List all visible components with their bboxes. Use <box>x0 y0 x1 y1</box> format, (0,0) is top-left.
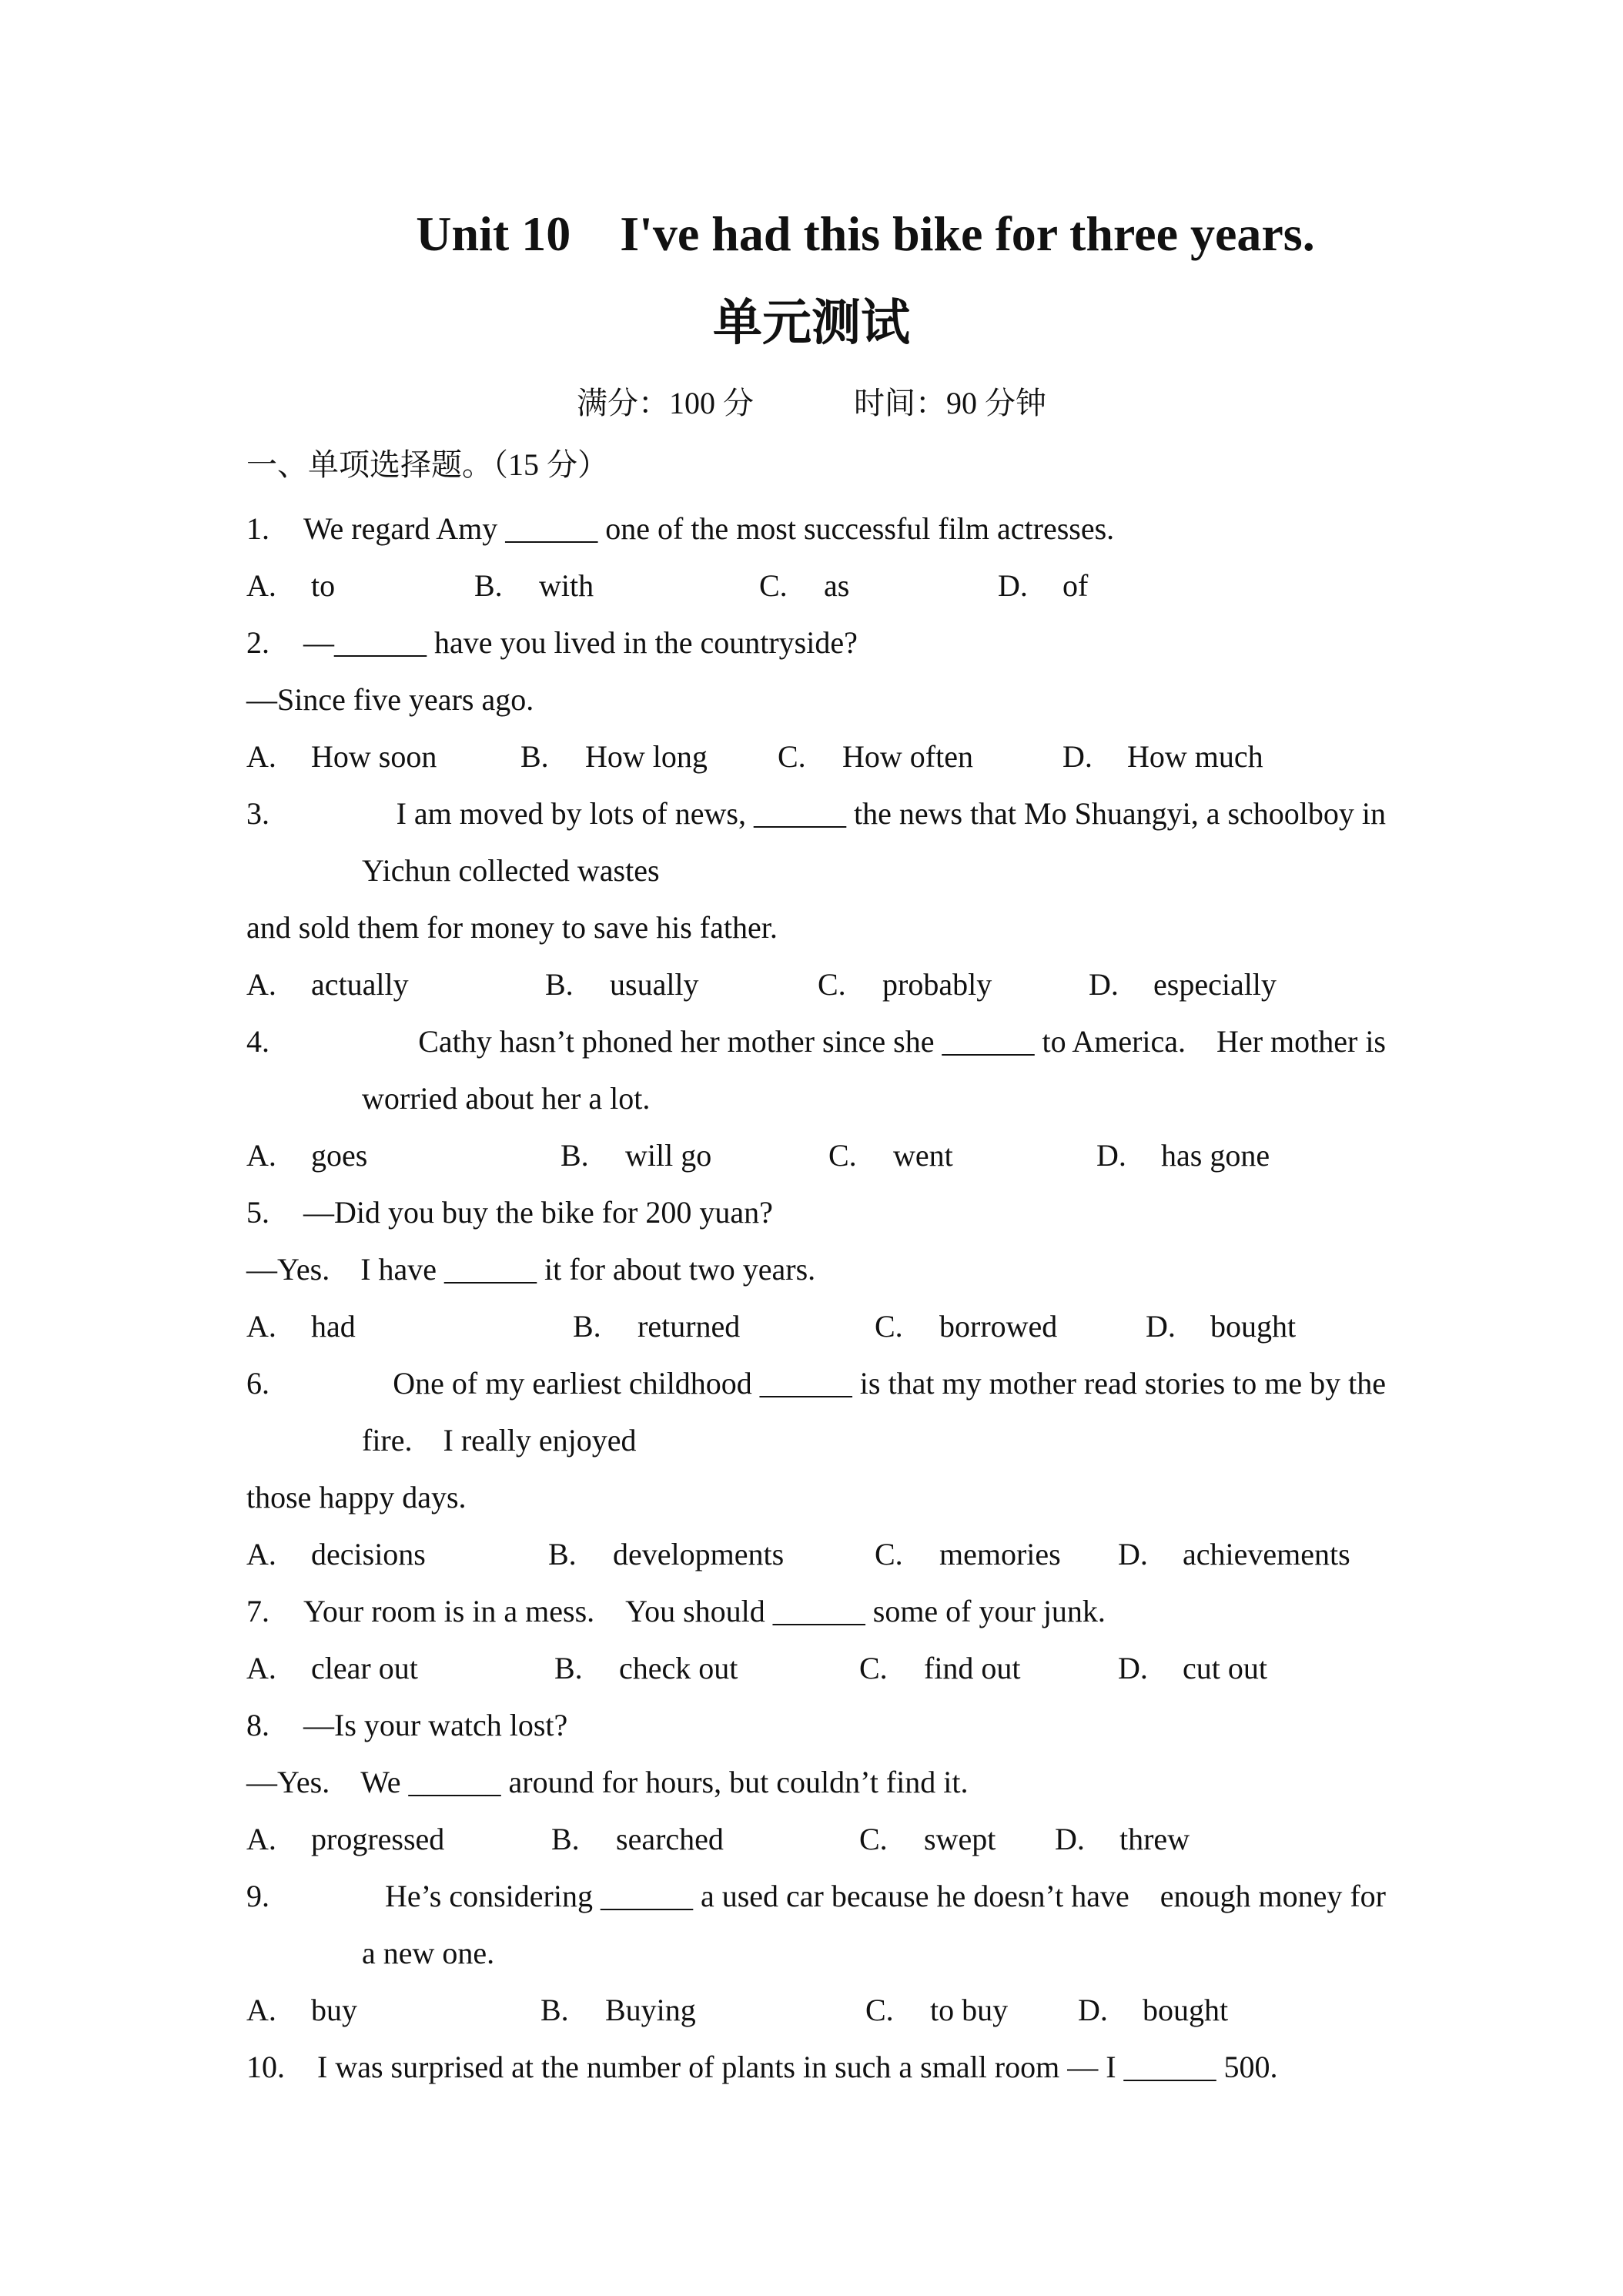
question-2-reply: —Since five years ago. <box>246 682 534 717</box>
option-c: C. swept <box>859 1822 996 1856</box>
question-3-tail: and sold them for money to save his father. <box>246 910 778 945</box>
question-5 <box>246 1184 1386 1241</box>
question-10 <box>246 2039 1386 2096</box>
page-subtitle: 单元测试 <box>713 295 910 352</box>
question-text: —Did you buy the bike for 200 yuan? <box>303 1195 773 1230</box>
exam-meta <box>0 379 1623 423</box>
options-2 <box>246 728 1386 785</box>
option-d: D. cut out <box>1118 1651 1267 1685</box>
question-number: 10. <box>246 2050 285 2084</box>
option-a: A. progressed <box>246 1822 445 1856</box>
option-b: B. with <box>474 568 594 603</box>
question-number: 1. <box>246 511 269 546</box>
question-text: He’s considering ______ a used car because he doesn’t have enough money for <box>385 1879 1386 1913</box>
question-9-cont: a new one. <box>362 1936 495 1970</box>
question-number: 2. <box>246 625 269 660</box>
option-b: B. How long <box>520 739 708 774</box>
question-5-reply: —Yes. I have ______ it for about two years. <box>246 1252 816 1287</box>
option-c: C. went <box>828 1138 953 1173</box>
option-c: C. find out <box>859 1651 1021 1685</box>
question-text: Your room is in a mess. You should ______ some of your junk. <box>303 1594 1106 1628</box>
question-number: 8. <box>246 1708 269 1742</box>
option-b: B. Buying <box>540 1993 696 2027</box>
question-number: 3. <box>246 796 269 831</box>
question-6-tail: those happy days. <box>246 1480 467 1514</box>
option-c: C. borrowed <box>875 1309 1058 1344</box>
option-b: B. usually <box>545 967 699 1002</box>
option-b: B. developments <box>548 1537 785 1571</box>
options-3 <box>246 956 1386 1013</box>
option-a: A. goes <box>246 1138 368 1173</box>
option-c: C. How often <box>778 739 973 774</box>
question-9 <box>246 1868 1386 1925</box>
option-c: C. to buy <box>865 1993 1009 2027</box>
question-text: —______ have you lived in the countryside? <box>303 625 858 660</box>
question-6-cont: fire. I really enjoyed <box>362 1423 637 1458</box>
option-d: D. bought <box>1146 1309 1297 1344</box>
option-d: D. How much <box>1062 739 1263 774</box>
question-list <box>246 500 1386 2096</box>
option-a: A. actually <box>246 967 409 1002</box>
option-a: A. had <box>246 1309 356 1344</box>
question-8 <box>246 1697 1386 1754</box>
question-4 <box>246 1013 1386 1070</box>
question-number: 9. <box>246 1879 269 1913</box>
full-score: 满分：100 分 <box>577 386 754 420</box>
option-d: D. threw <box>1055 1822 1190 1856</box>
option-d: D. bought <box>1078 1993 1229 2027</box>
option-b: B. searched <box>551 1822 724 1856</box>
question-text: —Is your watch lost? <box>303 1708 568 1742</box>
option-a: A. to <box>246 568 336 603</box>
options-7 <box>246 1640 1386 1697</box>
options-5 <box>246 1298 1386 1355</box>
options-8 <box>246 1811 1386 1868</box>
question-1 <box>246 500 1386 557</box>
option-d: D. especially <box>1089 967 1277 1002</box>
question-4-cont: worried about her a lot. <box>362 1081 651 1116</box>
option-d: D. of <box>998 568 1089 603</box>
options-6 <box>246 1526 1386 1583</box>
option-c: C. memories <box>875 1537 1061 1571</box>
question-number: 7. <box>246 1594 269 1628</box>
option-a: A. buy <box>246 1993 357 2027</box>
option-a: A. clear out <box>246 1651 418 1685</box>
option-d: D. achievements <box>1118 1537 1350 1571</box>
time-limit: 时间：90 分钟 <box>854 386 1046 420</box>
option-b: B. will go <box>561 1138 712 1173</box>
question-text: I am moved by lots of news, ______ the news that Mo Shuangyi, a schoolboy in <box>396 796 1386 831</box>
option-d: D. has gone <box>1096 1138 1270 1173</box>
question-6 <box>246 1355 1386 1412</box>
question-text: We regard Amy ______ one of the most successful film actresses. <box>303 511 1115 546</box>
page-title: Unit 10 I've had this bike for three years. <box>416 206 1315 261</box>
option-b: B. returned <box>573 1309 741 1344</box>
question-text: One of my earliest childhood ______ is that my mother read stories to me by the <box>393 1366 1386 1401</box>
question-3-cont: Yichun collected wastes <box>362 853 660 888</box>
question-number: 4. <box>246 1024 269 1059</box>
question-2 <box>246 614 1386 671</box>
option-c: C. as <box>759 568 850 603</box>
option-b: B. check out <box>554 1651 738 1685</box>
question-text: Cathy hasn’t phoned her mother since she ______ to America. Her mother is <box>418 1024 1386 1059</box>
question-7 <box>246 1583 1386 1640</box>
question-text: I was surprised at the number of plants in such a small room — I ______ 500. <box>317 2050 1278 2084</box>
option-a: A. decisions <box>246 1537 426 1571</box>
option-c: C. probably <box>818 967 992 1002</box>
question-number: 5. <box>246 1195 269 1230</box>
section-heading: 一、单项选择题。（15 分） <box>246 447 608 482</box>
question-8-reply: —Yes. We ______ around for hours, but couldn’t find it. <box>246 1765 969 1799</box>
question-3 <box>246 785 1386 842</box>
option-a: A. How soon <box>246 739 437 774</box>
question-number: 6. <box>246 1366 269 1401</box>
options-1 <box>246 557 1386 614</box>
options-4 <box>246 1127 1386 1184</box>
options-9 <box>246 1982 1386 2039</box>
